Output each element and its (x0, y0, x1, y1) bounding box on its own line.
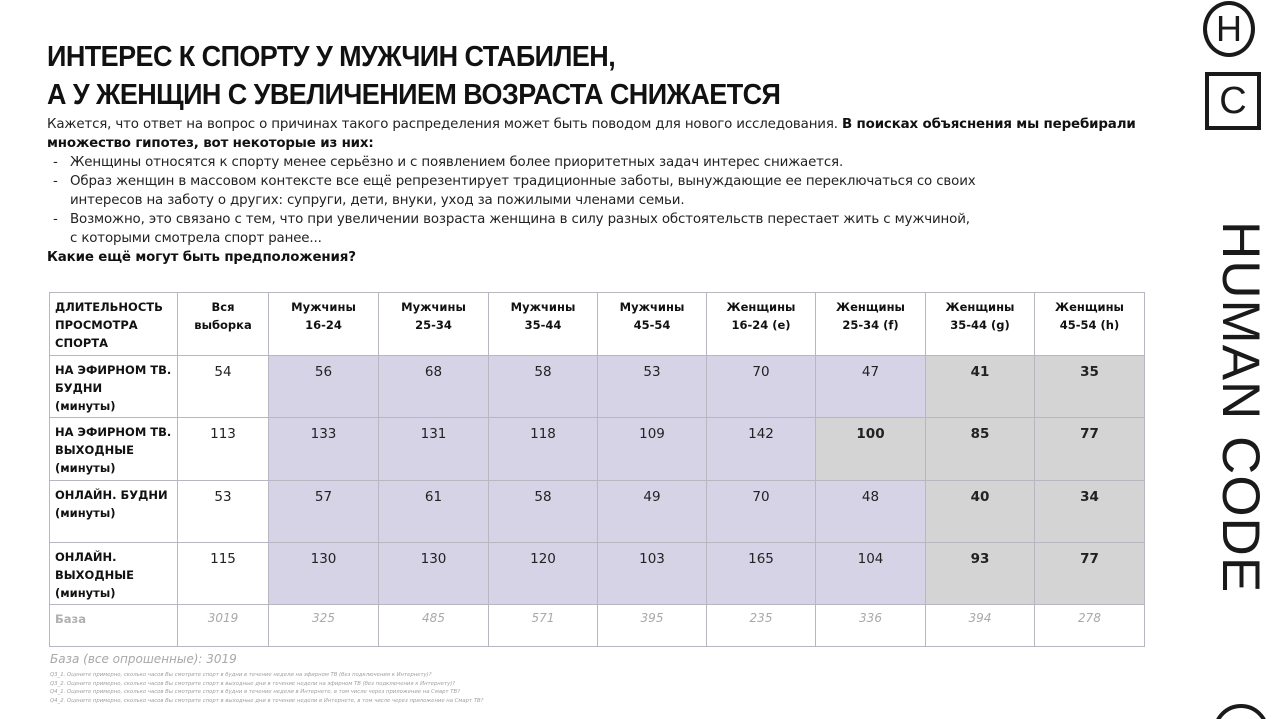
row-label-unit: (минуты) (55, 506, 116, 520)
intro-lead-text: Кажется, что ответ на вопрос о причинах такого распределения может быть поводом для нового исследования. (47, 117, 842, 132)
intro-lead (47, 115, 1137, 153)
intro-text (47, 115, 1147, 267)
logo-letter-h: H (1216, 8, 1242, 49)
table-cell-highlight: 85 (926, 418, 1035, 481)
table-row (50, 356, 1145, 418)
hypothesis-item (53, 153, 1147, 172)
page-title-line-1: ИНТЕРЕС К СПОРТУ У МУЖЧИН СТАБИЛЕН, (47, 41, 616, 73)
base-cell: 485 (379, 605, 489, 647)
table-cell-highlight: 77 (1035, 543, 1145, 605)
table-cell: 70 (707, 481, 816, 543)
row-label-text: ОНЛАЙН. БУДНИ (55, 488, 168, 502)
row-label-text: ВЫХОДНЫЕ (55, 443, 134, 457)
header-women-45-54 (1035, 293, 1145, 356)
table-row (50, 543, 1145, 605)
hypothesis-item (53, 172, 1147, 210)
header-text: 25-34 (415, 318, 452, 332)
table-cell: 70 (707, 356, 816, 418)
base-cell: 394 (926, 605, 1035, 647)
table-cell: 56 (269, 356, 379, 418)
table-cell: 104 (816, 543, 926, 605)
header-text: Мужчины (401, 300, 466, 314)
table-cell: 130 (379, 543, 489, 605)
header-text: 45-54 (633, 318, 671, 332)
brand-logo-c-square-icon (1205, 72, 1261, 130)
table-header-row (50, 293, 1145, 356)
table-cell: 68 (379, 356, 489, 418)
table-cell: 47 (816, 356, 926, 418)
intro-lead-bold: В поисках объяснения мы перебирали множество гипотез, вот некоторые из них: (47, 117, 1136, 151)
table-cell: 133 (269, 418, 379, 481)
row-label-text: НА ЭФИРНОМ ТВ. (55, 425, 172, 439)
table-cell: 49 (598, 481, 707, 543)
brand-logo-h-circle-icon (1203, 1, 1255, 57)
row-label-text: ОНЛАЙН. (55, 550, 117, 564)
table-row (50, 481, 1145, 543)
base-cell: 3019 (178, 605, 269, 647)
footnote: Q4_2. Оцените примерно, сколько часов Вы смотрите спорт в выходные дни в течение недели в Интернете, в том числе через приложение на Смарт ТВ? (50, 698, 484, 705)
row-label (50, 356, 178, 418)
table-cell: 57 (269, 481, 379, 543)
table-cell: 53 (178, 481, 269, 543)
row-label-unit: (минуты) (55, 586, 116, 600)
table-cell: 120 (489, 543, 598, 605)
hypothesis-line: - Образ женщин в массовом контексте все ещё репрезентирует традиционные заботы, вынуждающие ее переключаться со своих (70, 174, 976, 189)
hypotheses-list (53, 153, 1147, 248)
header-women-35-44 (926, 293, 1035, 356)
header-text: СПОРТА (55, 336, 109, 350)
header-text: ДЛИТЕЛЬНОСТЬ (55, 300, 163, 314)
header-text: 35-44 (524, 318, 562, 332)
table-cell: 142 (707, 418, 816, 481)
header-men-45-54 (598, 293, 707, 356)
table-row (50, 418, 1145, 481)
header-men-25-34 (379, 293, 489, 356)
base-label: База (50, 605, 178, 647)
row-label-text: БУДНИ (55, 381, 103, 395)
header-text: Мужчины (510, 300, 576, 314)
header-men-16-24 (269, 293, 379, 356)
header-text: 35-44 (g) (950, 318, 1010, 332)
row-label (50, 418, 178, 481)
header-text: Женщины (726, 300, 796, 314)
table-base-row (50, 605, 1145, 647)
header-text: 45-54 (h) (1059, 318, 1120, 332)
table-cell-highlight: 93 (926, 543, 1035, 605)
table-cell-highlight: 34 (1035, 481, 1145, 543)
logo-letter-c: C (1219, 79, 1247, 122)
brand-name-vertical: HUMAN CODE (1211, 221, 1270, 594)
header-text: ПРОСМОТРА (55, 318, 138, 332)
base-cell: 325 (269, 605, 379, 647)
header-text: Женщины (1055, 300, 1124, 314)
intro-question: Какие ещё могут быть предположения? (47, 250, 356, 265)
table-cell: 165 (707, 543, 816, 605)
brand-logo-bottom-circle-icon (1213, 704, 1269, 719)
row-label (50, 481, 178, 543)
header-text: Мужчины (619, 300, 685, 314)
header-text: Вся (211, 300, 235, 314)
table-cell: 118 (489, 418, 598, 481)
table-cell: 53 (598, 356, 707, 418)
page-title-line-2: А У ЖЕНЩИН С УВЕЛИЧЕНИЕМ ВОЗРАСТА СНИЖАЕТСЯ (47, 79, 781, 111)
header-total-sample (178, 293, 269, 356)
header-text: Женщины (836, 300, 905, 314)
header-row-label (50, 293, 178, 356)
table-cell-highlight: 100 (816, 418, 926, 481)
table-cell-highlight: 77 (1035, 418, 1145, 481)
header-men-35-44 (489, 293, 598, 356)
base-cell: 571 (489, 605, 598, 647)
table-cell: 130 (269, 543, 379, 605)
table-cell: 58 (489, 481, 598, 543)
table-cell: 58 (489, 356, 598, 418)
footnote: Q3_2. Оцените примерно, сколько часов Вы смотрите спорт в выходные дни в течение недели на эфирном ТВ (без подключения к Интернету)? (50, 680, 456, 687)
row-label-text: НА ЭФИРНОМ ТВ. (55, 363, 172, 377)
footnotes (50, 671, 590, 706)
table-cell: 131 (379, 418, 489, 481)
hypothesis-line: интересов на заботу о других: супруги, дети, внуки, уход за пожилыми членами семьи. (70, 193, 685, 208)
table-cell: 61 (379, 481, 489, 543)
table-cell: 103 (598, 543, 707, 605)
hypothesis-line: с которыми смотрела спорт ранее... (70, 231, 322, 246)
row-label-unit: (минуты) (55, 399, 116, 413)
table-cell: 54 (178, 356, 269, 418)
base-cell: 235 (707, 605, 816, 647)
table-cell: 113 (178, 418, 269, 481)
base-cell: 395 (598, 605, 707, 647)
hypothesis-item (53, 210, 1147, 248)
row-label-text: ВЫХОДНЫЕ (55, 568, 134, 582)
table-cell-highlight: 41 (926, 356, 1035, 418)
hypothesis-line: - Возможно, это связано с тем, что при увеличении возраста женщина в силу разных обстоятельств перестает жить с мужчиной, (70, 212, 970, 227)
page-title (47, 38, 884, 114)
header-text: Женщины (945, 300, 1015, 314)
row-label (50, 543, 178, 605)
header-text: 16-24 (305, 318, 342, 332)
table-cell: 115 (178, 543, 269, 605)
footnote: Q4_1. Оцените примерно, сколько часов Вы смотрите спорт в будни в течение недели в Интернете, в том числе через приложение на Смарт ТВ? (50, 689, 460, 696)
header-women-16-24 (707, 293, 816, 356)
footnote: Q3_1. Оцените примерно, сколько часов Вы смотрите спорт в будни в течение недели на эфирном ТВ (без подключения к Интернету)? (50, 672, 432, 678)
table-cell: 48 (816, 481, 926, 543)
row-label-unit: (минуты) (55, 461, 116, 475)
base-cell: 336 (816, 605, 926, 647)
base-note: База (все опрошенные): 3019 (50, 652, 237, 666)
header-text: 25-34 (f) (842, 318, 899, 332)
hypothesis-line: - Женщины относятся к спорту менее серьёзно и с появлением более приоритетных задач интерес снижается. (70, 155, 844, 170)
header-text: Мужчины (291, 300, 356, 314)
header-text: выборка (194, 318, 252, 332)
header-text: 16-24 (e) (731, 318, 791, 332)
base-cell: 278 (1035, 605, 1145, 647)
header-women-25-34 (816, 293, 926, 356)
table-cell-highlight: 35 (1035, 356, 1145, 418)
table-cell: 109 (598, 418, 707, 481)
sport-viewing-table (49, 292, 1145, 647)
table-cell-highlight: 40 (926, 481, 1035, 543)
